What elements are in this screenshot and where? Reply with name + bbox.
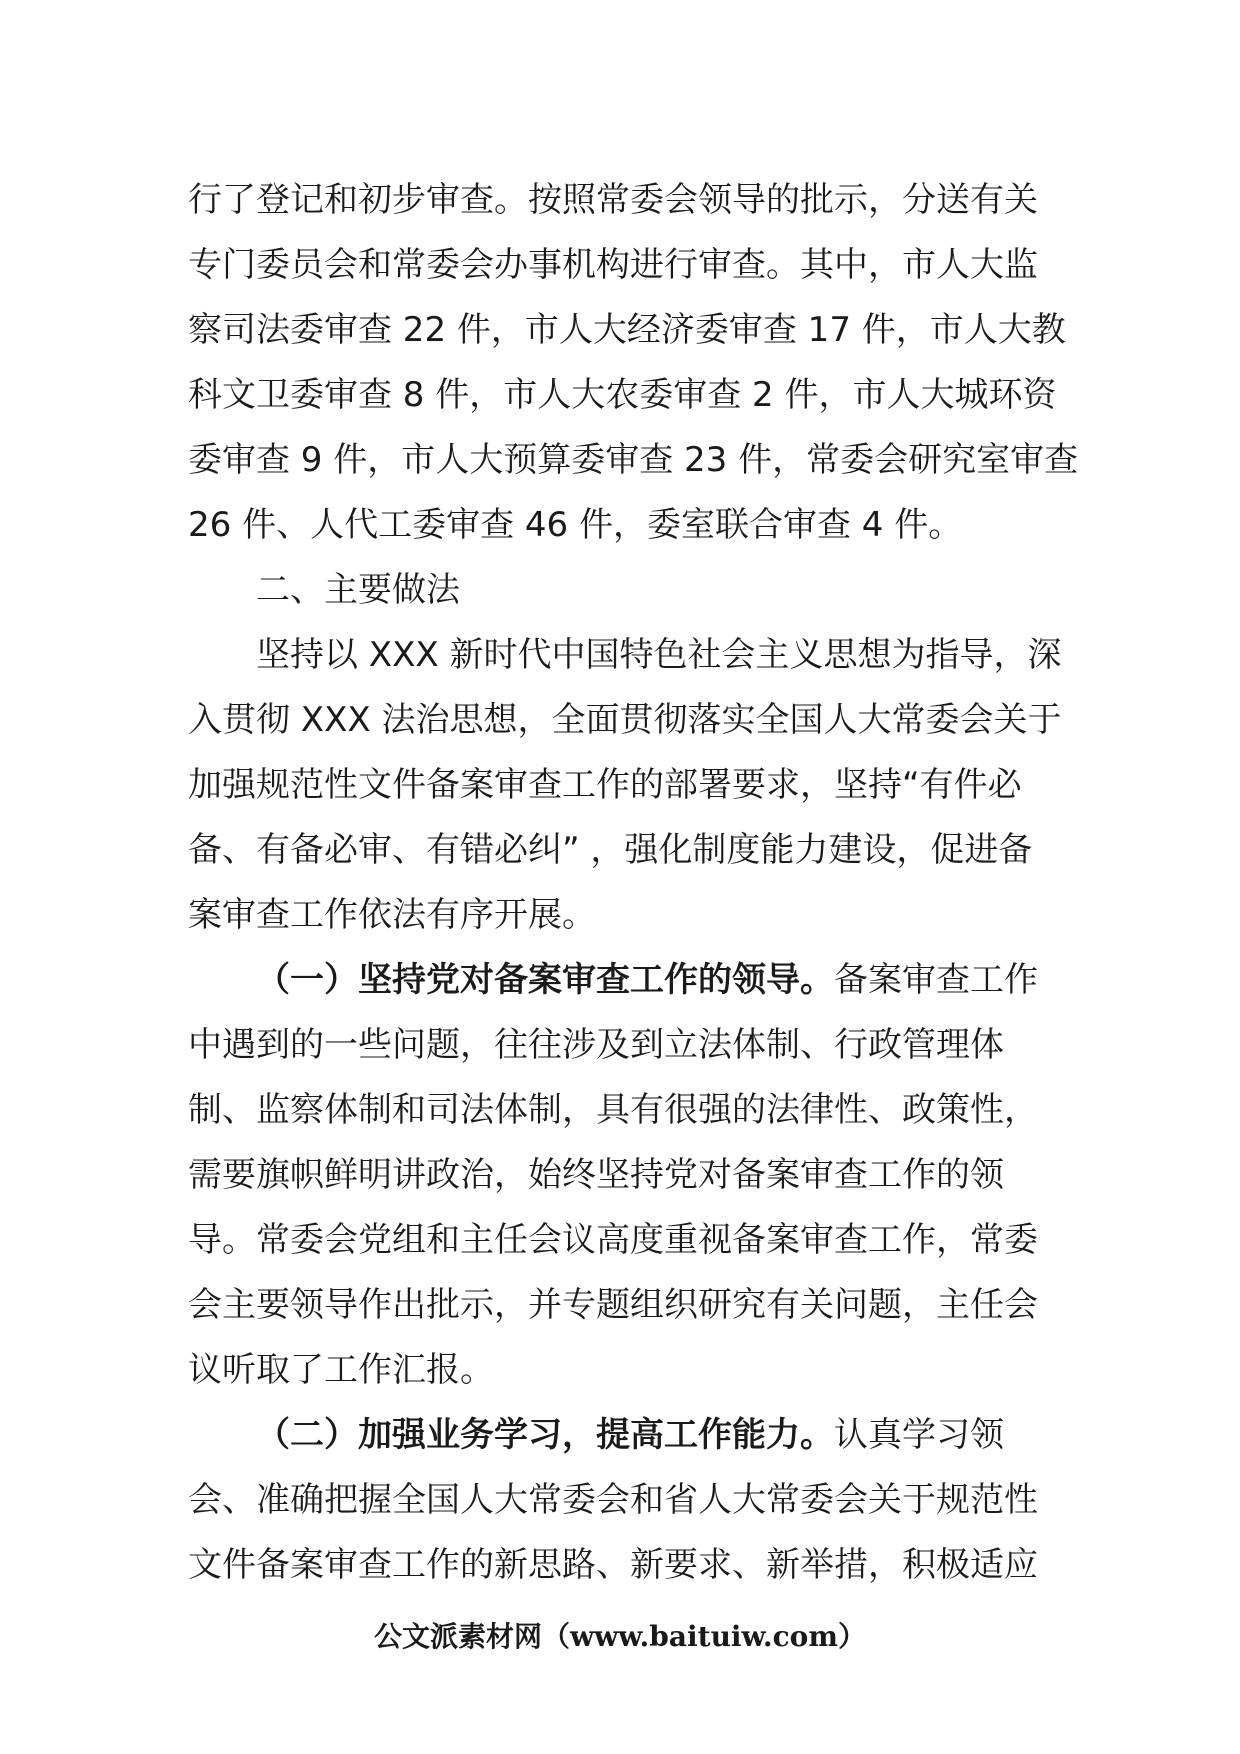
section-heading: 二、主要做法 xyxy=(256,570,460,610)
document-body xyxy=(188,168,1079,1598)
text-line: 坚持以 XXX 新时代中国特色社会主义思想为指导，深 xyxy=(256,635,1062,675)
text-line: 备、有备必审、有错必纠” ，强化制度能力建设，促进备 xyxy=(188,830,1033,870)
text-line: 制、监察体制和司法体制，具有很强的法律性、政策性， xyxy=(188,1090,1038,1130)
text-line: 文件备案审查工作的新思路、新要求、新举措，积极适应 xyxy=(188,1545,1038,1585)
text-line: 26 件、人代工委审查 46 件，委室联合审查 4 件。 xyxy=(188,505,963,545)
text-line: 中遇到的一些问题，往往涉及到立法体制、行政管理体 xyxy=(188,1025,1004,1065)
footer-watermark: 公文派素材网（www.baituiw.com） xyxy=(374,1620,866,1653)
text-run: 认真学习领 xyxy=(834,1415,1004,1455)
text-line: 会主要领导作出批示，并专题组织研究有关问题，主任会 xyxy=(188,1285,1038,1325)
text-line: 委审查 9 件，市人大预算委审查 23 件，常委会研究室审查 xyxy=(188,440,1079,480)
text-run: 备案审查工作 xyxy=(834,960,1038,1000)
text-line: 察司法委审查 22 件，市人大经济委审查 17 件，市人大教 xyxy=(188,310,1066,350)
text-line: 科文卫委审查 8 件，市人大农委审查 2 件，市人大城环资 xyxy=(188,375,1057,415)
text-line: 加强规范性文件备案审查工作的部署要求，坚持“有件必 xyxy=(188,765,1022,805)
subsection-first-line xyxy=(188,1403,1056,1468)
text-line: 议听取了工作汇报。 xyxy=(188,1350,494,1390)
text-line: 需要旗帜鲜明讲政治，始终坚持党对备案审查工作的领 xyxy=(188,1155,1004,1195)
text-line: 入贯彻 XXX 法治思想，全面贯彻落实全国人大常委会关于 xyxy=(188,700,1062,740)
text-line: 专门委员会和常委会办事机构进行审查。其中，市人大监 xyxy=(188,245,1038,285)
text-line: 导。常委会党组和主任会议高度重视备案审查工作，常委 xyxy=(188,1220,1038,1260)
subsection-first-line xyxy=(188,948,1056,1013)
subsection-heading: （一）坚持党对备案审查工作的领导。 xyxy=(256,960,834,1000)
text-line: 会、准确把握全国人大常委会和省人大常委会关于规范性 xyxy=(188,1480,1038,1520)
text-line: 案审查工作依法有序开展。 xyxy=(188,895,596,935)
text-line: 行了登记和初步审查。按照常委会领导的批示，分送有关 xyxy=(188,180,1038,220)
subsection-heading: （二）加强业务学习，提高工作能力。 xyxy=(256,1415,834,1455)
